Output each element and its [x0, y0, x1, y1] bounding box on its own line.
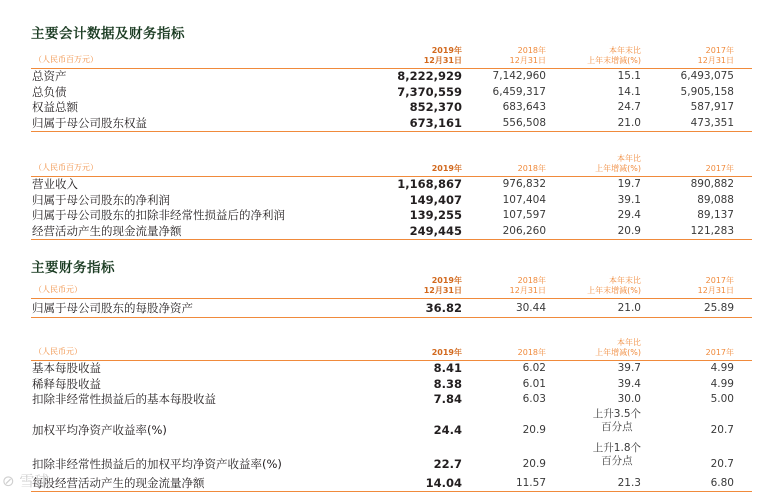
cell-2017: 89,137 [697, 209, 734, 222]
cell-2018: 6,459,317 [492, 85, 546, 98]
cell-2017: 473,351 [690, 116, 734, 129]
cell-2019: 673,161 [409, 115, 462, 130]
cell-2019: 24.4 [433, 422, 462, 437]
cell-2019: 8.38 [433, 376, 462, 391]
row-label: 营业收入 [32, 177, 78, 191]
cell-2018: 11.57 [515, 476, 546, 489]
cell-2017: 890,882 [690, 178, 734, 190]
col-header-change: 本年比 上年增减(%) [595, 338, 641, 357]
cell-2018: 206,260 [502, 224, 546, 237]
table-row [31, 377, 752, 393]
cell-2019: 14.04 [425, 475, 462, 490]
cell-2019: 22.7 [433, 456, 462, 471]
cell-2017: 587,917 [690, 101, 734, 114]
table-header [31, 146, 752, 177]
cell-2017: 4.99 [710, 362, 734, 374]
col-header-2019: 2019年 [431, 164, 462, 173]
row-label: 总资产 [32, 69, 67, 83]
unit-label: （人民币百万元） [34, 55, 98, 64]
row-label: 经营活动产生的现金流量净额 [32, 223, 182, 238]
table-balance-sheet [31, 38, 752, 132]
row-label: 归属于母公司股东的扣除非经常性损益后的净利润 [32, 208, 285, 223]
row-label: 稀释每股收益 [32, 376, 101, 391]
cell-2018: 976,832 [502, 178, 546, 190]
cell-2018: 6.01 [522, 377, 546, 390]
table-row [31, 224, 752, 240]
cell-2019: 249,445 [409, 223, 462, 238]
unit-label: （人民币元） [34, 347, 82, 356]
col-header-2019: 2019年 [431, 348, 462, 357]
table-row [31, 69, 752, 85]
row-label: 权益总额 [32, 100, 78, 115]
table-row [31, 408, 752, 442]
row-label: 归属于母公司股东权益 [32, 115, 147, 130]
cell-2018: 20.9 [522, 457, 546, 470]
cell-2019: 139,255 [409, 208, 462, 223]
cell-change: 39.1 [617, 193, 641, 206]
cell-change: 21.0 [617, 116, 641, 129]
table-row [31, 193, 752, 209]
row-label: 归属于母公司股东的净利润 [32, 192, 170, 207]
table-header [31, 270, 752, 299]
cell-change: 39.4 [617, 377, 641, 390]
table-row [31, 442, 752, 476]
cell-2018: 6.03 [522, 393, 546, 406]
cell-2018: 6.02 [522, 362, 546, 374]
col-header-2017: 2017年 [705, 164, 734, 173]
cell-change: 上升1.8个 百分点 [592, 441, 641, 467]
col-header-change: 本年末比 上年末增減(%) [587, 276, 641, 295]
table-row [31, 85, 752, 101]
cell-2019: 7.84 [433, 392, 462, 407]
cell-change: 上升3.5个 百分点 [592, 407, 641, 433]
cell-2019: 36.82 [425, 301, 462, 315]
col-header-change: 本年比 上年增减(%) [595, 154, 641, 173]
cell-change: 20.9 [617, 224, 641, 237]
section-title-key-financial-indicators: 主要财务指标 [31, 260, 115, 276]
col-header-2017: 2017年 12月31日 [697, 46, 734, 65]
cell-2019: 8,222,929 [397, 69, 462, 83]
col-header-2017: 2017年 12月31日 [697, 276, 734, 295]
cell-2017: 25.89 [703, 302, 734, 314]
col-header-2018: 2018年 [517, 348, 546, 357]
table-net-assets-per-share [31, 270, 752, 318]
watermark: ⊘ 雪球 [2, 472, 50, 490]
cell-2017: 5,905,158 [680, 85, 734, 98]
col-header-2017: 2017年 [705, 348, 734, 357]
table-row [31, 299, 752, 317]
cell-change: 19.7 [617, 178, 641, 190]
unit-label: （人民币元） [34, 285, 82, 294]
unit-label: （人民币百万元） [34, 163, 98, 172]
cell-2018: 107,404 [502, 193, 546, 206]
table-body [31, 177, 752, 240]
cell-2019: 149,407 [409, 192, 462, 207]
table-row [31, 100, 752, 116]
cell-change: 21.0 [617, 302, 641, 314]
cell-change: 24.7 [617, 101, 641, 114]
table-row [31, 208, 752, 224]
table-income-statement [31, 146, 752, 240]
row-label: 扣除非经常性损益后的加权平均净资产收益率(%) [32, 456, 282, 471]
cell-2019: 852,370 [409, 100, 462, 115]
row-label: 基本每股收益 [32, 361, 101, 375]
col-header-2018: 2018年 [517, 164, 546, 173]
cell-2018: 683,643 [502, 101, 546, 114]
table-row [31, 361, 752, 377]
cell-2017: 6,493,075 [680, 70, 734, 82]
cell-2017: 5.00 [710, 393, 734, 406]
cell-2017: 6.80 [710, 476, 734, 489]
col-header-change: 本年末比 上年末增減(%) [587, 46, 641, 65]
table-header [31, 334, 752, 361]
cell-2018: 556,508 [502, 116, 546, 129]
table-body [31, 361, 752, 492]
cell-change: 21.3 [617, 476, 641, 489]
cell-2017: 20.7 [710, 423, 734, 436]
row-label: 每股经营活动产生的现金流量净额 [32, 475, 205, 490]
cell-change: 15.1 [617, 70, 641, 82]
cell-2019: 8.41 [433, 361, 462, 375]
row-label: 总负债 [32, 84, 67, 99]
row-label: 归属于母公司股东的每股净资产 [32, 301, 193, 315]
table-header [31, 38, 752, 69]
table-per-share-indicators [31, 334, 752, 492]
cell-2017: 4.99 [710, 377, 734, 390]
cell-2017: 121,283 [690, 224, 734, 237]
col-header-2019: 2019年 12月31日 [423, 46, 462, 65]
table-body [31, 69, 752, 132]
cell-2018: 20.9 [522, 423, 546, 436]
cell-change: 39.7 [617, 362, 641, 374]
cell-change: 30.0 [617, 393, 641, 406]
cell-2017: 89,088 [697, 193, 734, 206]
cell-2019: 7,370,559 [397, 84, 462, 99]
cell-2018: 7,142,960 [492, 70, 546, 82]
table-row [31, 476, 752, 492]
row-label: 加权平均净资产收益率(%) [32, 422, 167, 437]
cell-2017: 20.7 [710, 457, 734, 470]
table-row [31, 392, 752, 408]
cell-change: 14.1 [617, 85, 641, 98]
cell-change: 29.4 [617, 209, 641, 222]
table-row [31, 116, 752, 132]
cell-2018: 107,597 [502, 209, 546, 222]
table-row [31, 177, 752, 193]
cell-2019: 1,168,867 [397, 177, 462, 191]
col-header-2018: 2018年 12月31日 [509, 46, 546, 65]
col-header-2018: 2018年 12月31日 [509, 276, 546, 295]
table-body [31, 299, 752, 318]
section-title-key-accounting-data: 主要会计数据及财务指标 [31, 26, 185, 42]
row-label: 扣除非经常性损益后的基本每股收益 [32, 392, 216, 407]
cell-2018: 30.44 [515, 302, 546, 314]
col-header-2019: 2019年 12月31日 [423, 276, 462, 295]
